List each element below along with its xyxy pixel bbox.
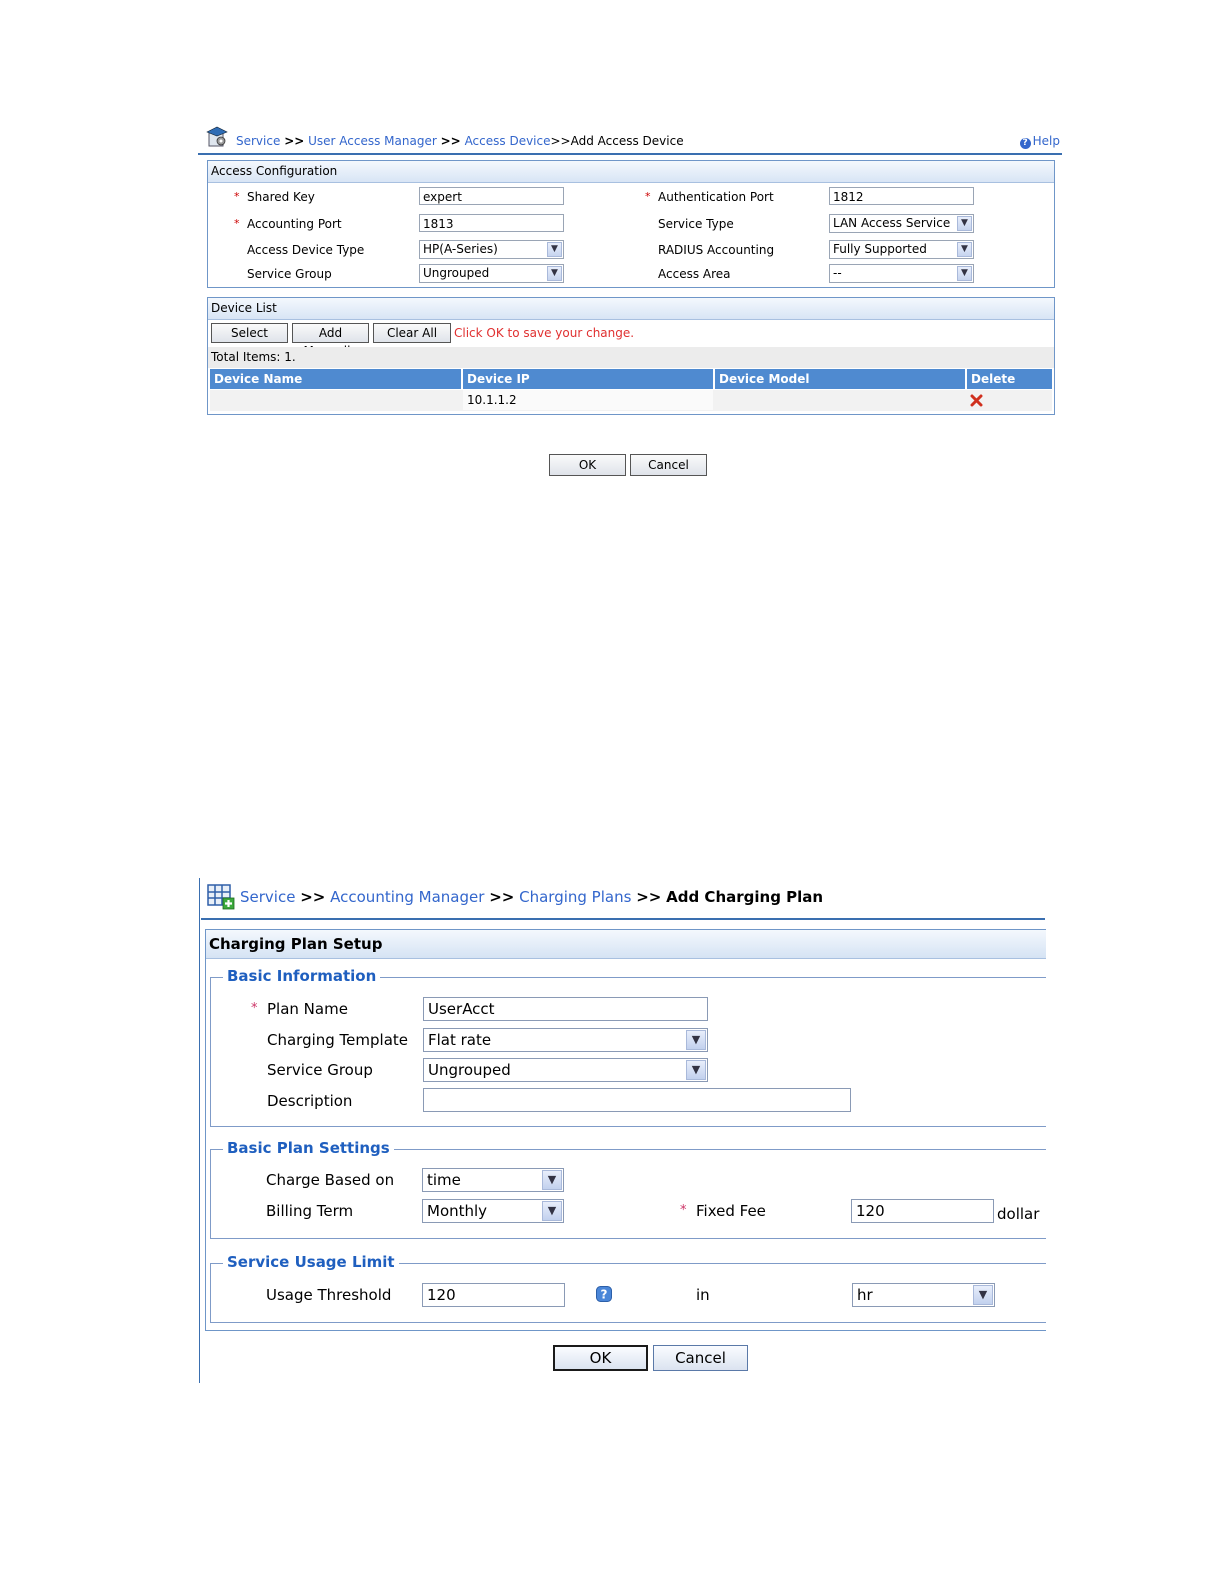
breadcrumb-current: >>Add Access Device [550, 134, 684, 148]
header-divider [201, 918, 1045, 920]
service-group-label: Service Group [267, 1061, 373, 1079]
billing-term-value: Monthly [427, 1202, 488, 1220]
fixed-fee-label: Fixed Fee [696, 1202, 766, 1220]
clear-all-button[interactable]: Clear All [373, 323, 451, 343]
description-input[interactable] [423, 1088, 851, 1112]
plan-name-label: Plan Name [267, 1000, 348, 1018]
charge-based-on-value: time [427, 1171, 461, 1189]
service-icon [206, 126, 228, 148]
chevron-down-icon[interactable]: ▼ [542, 1170, 562, 1190]
chevron-down-icon[interactable]: ▼ [686, 1030, 706, 1050]
authentication-port-input[interactable]: 1812 [829, 187, 974, 205]
device-list-panel [207, 297, 1055, 415]
chevron-down-icon[interactable]: ▼ [957, 216, 972, 231]
description-label: Description [267, 1092, 353, 1110]
access-area-value: -- [833, 266, 842, 280]
service-group-value: Ungrouped [423, 266, 490, 280]
in-label: in [696, 1286, 710, 1304]
breadcrumb-service[interactable]: Service [240, 888, 296, 906]
radius-accounting-label: RADIUS Accounting [658, 243, 775, 257]
device-model-cell [715, 390, 965, 410]
usage-threshold-label: Usage Threshold [266, 1286, 392, 1304]
charge-based-on-label: Charge Based on [266, 1171, 395, 1189]
access-configuration-panel [207, 160, 1055, 288]
column-header-device-model[interactable]: Device Model [715, 369, 965, 389]
cancel-button[interactable]: Cancel [630, 454, 707, 476]
breadcrumb-separator: >> [440, 134, 461, 148]
help-icon[interactable] [596, 1286, 612, 1302]
breadcrumb [202, 124, 1062, 154]
panel-title: Access Configuration [208, 161, 1054, 183]
svg-text:?: ? [600, 1287, 608, 1302]
charge-based-on-select[interactable] [422, 1168, 564, 1192]
usage-threshold-input[interactable]: 120 [422, 1283, 565, 1307]
table-row [210, 390, 1052, 411]
breadcrumb-separator: >> [284, 134, 305, 148]
breadcrumb-separator: >> [489, 888, 515, 906]
chevron-down-icon[interactable]: ▼ [547, 242, 562, 257]
access-device-type-label: Access Device Type [247, 243, 365, 257]
column-header-device-ip[interactable]: Device IP [463, 369, 713, 389]
threshold-unit-value: hr [857, 1286, 873, 1304]
save-hint: Click OK to save your change. [454, 326, 635, 340]
column-header-device-name[interactable]: Device Name [210, 369, 461, 389]
shared-key-label: Shared Key [247, 190, 315, 204]
left-border [199, 878, 200, 1383]
help-label: Help [1032, 134, 1060, 148]
header-divider [198, 153, 1062, 155]
required-marker: * [234, 190, 240, 203]
charging-plan-icon [207, 884, 235, 910]
charging-template-value: Flat rate [428, 1031, 492, 1049]
chevron-down-icon[interactable]: ▼ [957, 242, 972, 257]
authentication-port-label: Authentication Port [658, 190, 774, 204]
breadcrumb-separator: >> [300, 888, 326, 906]
device-table [210, 369, 1052, 411]
charging-template-select[interactable] [423, 1028, 708, 1052]
service-type-select[interactable] [829, 214, 974, 233]
panel-title: Charging Plan Setup [206, 930, 1046, 959]
breadcrumb-user-access-manager[interactable]: User Access Manager [308, 134, 437, 148]
access-device-screen [198, 120, 1064, 485]
breadcrumb-access-device[interactable]: Access Device [464, 134, 551, 148]
shared-key-input[interactable]: expert [419, 187, 564, 205]
add-manually-button[interactable]: Add [292, 323, 369, 343]
total-items: Total Items: 1. [208, 347, 1054, 368]
access-area-label: Access Area [658, 267, 731, 281]
panel-title: Device List [208, 298, 1054, 320]
breadcrumb-accounting-manager[interactable]: Accounting Manager [330, 888, 485, 906]
service-group-select[interactable] [419, 264, 564, 283]
ok-button[interactable]: OK [549, 454, 626, 476]
accounting-port-input[interactable]: 1813 [419, 214, 564, 232]
section-legend: Basic Plan Settings [223, 1139, 394, 1157]
breadcrumb-current: Add Charging Plan [666, 888, 824, 906]
ok-button[interactable]: OK [553, 1345, 648, 1371]
breadcrumb-service[interactable]: Service [236, 134, 281, 148]
fixed-fee-unit: dollar [997, 1205, 1040, 1223]
required-marker: * [251, 1001, 258, 1016]
threshold-unit-select[interactable] [852, 1283, 995, 1307]
access-device-type-value: HP(A-Series) [423, 242, 498, 256]
basic-plan-settings-section [210, 1139, 1046, 1239]
service-usage-limit-section [210, 1253, 1046, 1323]
service-group-select[interactable] [423, 1058, 708, 1082]
charging-plan-setup-panel [205, 929, 1046, 1331]
fixed-fee-input[interactable]: 120 [851, 1199, 994, 1223]
section-legend: Service Usage Limit [223, 1253, 399, 1271]
cancel-button[interactable]: Cancel [653, 1345, 748, 1371]
chevron-down-icon[interactable]: ▼ [957, 266, 972, 281]
billing-term-label: Billing Term [266, 1202, 354, 1220]
chevron-down-icon[interactable]: ▼ [547, 266, 562, 281]
charging-template-label: Charging Template [267, 1031, 409, 1049]
radius-accounting-value: Fully Supported [833, 242, 927, 256]
required-marker: * [234, 217, 240, 230]
charging-plan-screen [199, 878, 1045, 1383]
access-area-select[interactable] [829, 264, 974, 283]
service-type-value: LAN Access Service [833, 216, 951, 230]
required-marker: * [645, 190, 651, 203]
radius-accounting-select[interactable] [829, 240, 974, 259]
chevron-down-icon[interactable]: ▼ [542, 1201, 562, 1221]
plan-name-input[interactable]: UserAcct [423, 997, 708, 1021]
device-name-cell [210, 390, 461, 410]
chevron-down-icon[interactable]: ▼ [973, 1285, 993, 1305]
column-header-delete: Delete [967, 369, 1052, 389]
section-legend: Basic Information [223, 967, 380, 985]
access-device-type-select[interactable] [419, 240, 564, 259]
basic-information-section [210, 967, 1046, 1127]
billing-term-select[interactable] [422, 1199, 564, 1223]
select-button[interactable]: Select [211, 323, 288, 343]
required-marker: * [680, 1203, 687, 1218]
breadcrumb-charging-plans[interactable]: Charging Plans [519, 888, 632, 906]
help-icon: ? [1020, 138, 1031, 149]
chevron-down-icon[interactable]: ▼ [686, 1060, 706, 1080]
accounting-port-label: Accounting Port [247, 217, 342, 231]
delete-icon[interactable] [970, 394, 983, 407]
service-group-value: Ungrouped [428, 1061, 511, 1079]
help-link[interactable] [1020, 134, 1060, 149]
breadcrumb-separator: >> [636, 888, 662, 906]
service-type-label: Service Type [658, 217, 734, 231]
service-group-label: Service Group [247, 267, 332, 281]
device-ip-cell: 10.1.1.2 [463, 390, 713, 410]
